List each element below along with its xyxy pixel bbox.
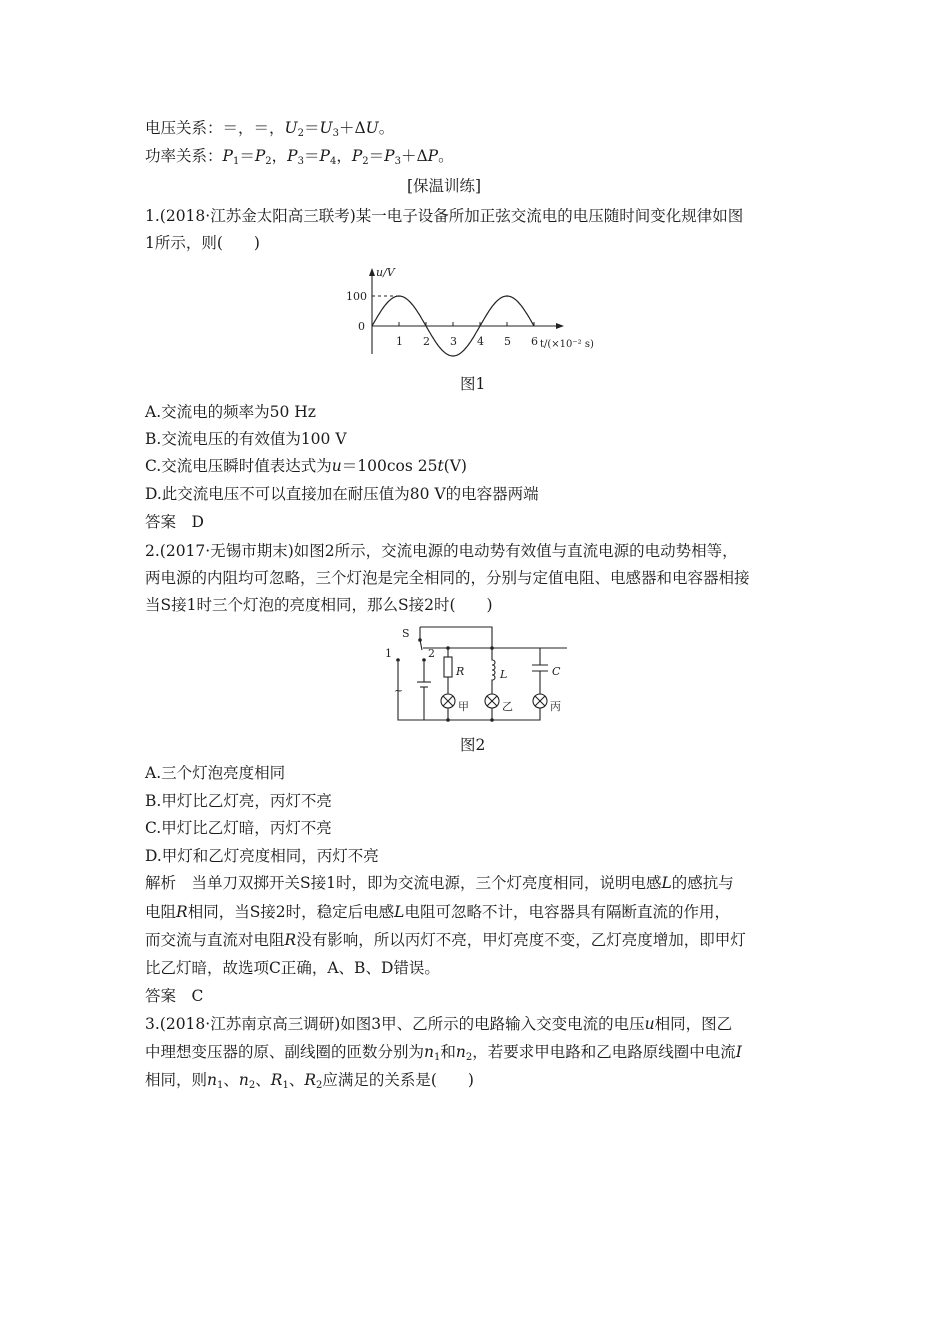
y-axis-label: u/V — [376, 266, 395, 279]
top-wire — [420, 627, 492, 648]
switch-pos2: 2 — [428, 647, 435, 660]
x-axis-label: t/(×10⁻² s) — [540, 339, 594, 350]
q2-explanation-line2: 电阻R相同，当S接2时，稳定后电感L电阻可忽略不计，电容器具有隔断直流的作用， — [145, 903, 730, 921]
q2-option-b: B.甲灯比乙灯亮，丙灯不亮 — [145, 792, 332, 810]
resistor — [444, 657, 452, 677]
q3-stem-line2: 中理想变压器的原、副线圈的匝数分别为$n_1$和$n_2$，若要求甲电路和乙电路原线圈中电流I — [145, 1043, 742, 1063]
lamp1-label: 甲 — [458, 700, 469, 713]
q1-option-d: D.此交流电压不可以直接加在耐压值为80 V的电容器两端 — [145, 485, 539, 503]
ac-branch-wire — [398, 662, 494, 720]
section-title: [保温训练] — [407, 177, 482, 195]
lamp2-label: 乙 — [502, 700, 513, 713]
c-label: C — [552, 665, 561, 678]
q2-option-c: C.甲灯比乙灯暗，丙灯不亮 — [145, 819, 332, 837]
q2-stem-line2: 两电源的内阻均可忽略，三个灯泡是完全相同的，分别与定值电阻、电感器和电容器相接 — [145, 569, 750, 587]
y-axis-arrow — [369, 268, 375, 276]
r-label: R — [456, 665, 465, 678]
x-tick-label: 6 — [531, 335, 538, 348]
figure1-caption: 图1 — [460, 375, 486, 393]
q1-option-b: B.交流电压的有效值为100 V — [145, 430, 347, 448]
q2-option-a: A.三个灯泡亮度相同 — [145, 764, 286, 782]
x-tick-label: 3 — [450, 335, 457, 348]
x-axis-arrow — [556, 323, 564, 329]
q2-explanation-line3: 而交流与直流对电阻R没有影响，所以丙灯不亮，甲灯亮度不变，乙灯亮度增加，即甲灯 — [145, 931, 746, 949]
q3-stem-line3: 相同，则$n_1$、$n_2$、$R_1$、$R_2$应满足的关系是( ) — [145, 1071, 474, 1091]
l-label: L — [500, 668, 508, 681]
power-relation: 功率关系：$P_1=P_2$，$P_3=P_4$，$P_2=P_3+\Delta P$。 — [145, 147, 454, 167]
q2-option-d: D.甲灯和乙灯亮度相同，丙灯不亮 — [145, 847, 379, 865]
q2-answer: 答案 C — [145, 987, 204, 1005]
voltage-relation: 电压关系：＝，＝，$U_2=U_3+\Delta U$。 — [145, 119, 395, 139]
y-tick-label: 0 — [358, 320, 365, 333]
q1-option-c: C.交流电压瞬时值表达式为u＝100cos 25t(V) — [145, 457, 467, 475]
q2-explanation-line4: 比乙灯暗，故选项C正确，A、B、D错误。 — [145, 959, 440, 977]
q2-explanation-line1: 解析 当单刀双掷开关S接1时，即为交流电源，三个灯亮度相同，说明电感L的感抗与 — [145, 874, 734, 892]
figure2-caption: 图2 — [460, 736, 486, 754]
x-tick-label: 1 — [396, 335, 403, 348]
figure2-circuit — [380, 620, 580, 730]
y-tick-label: 100 — [346, 290, 367, 303]
x-tick-label: 4 — [477, 335, 484, 348]
inductor — [492, 648, 495, 720]
lamp3-label: 丙 — [550, 700, 561, 713]
x-tick-label: 5 — [504, 335, 511, 348]
switch-pos1: 1 — [385, 647, 392, 660]
q2-stem-line3: 当S接1时三个灯泡的亮度相同，那么S接2时( ) — [145, 596, 493, 614]
q1-option-a: A.交流电的频率为50 Hz — [145, 403, 316, 421]
q1-answer: 答案 D — [145, 513, 204, 531]
q1-stem-line2: 1所示，则( ) — [145, 234, 260, 252]
q2-stem-line1: 2.(2017·无锡市期末)如图2所示，交流电源的电动势有效值与直流电源的电动势相等， — [145, 542, 738, 560]
q1-stem-line1: 1.(2018·江苏金太阳高三联考)某一电子设备所加正弦交流电的电压随时间变化规律如图 — [145, 207, 744, 225]
ac-symbol: ~ — [394, 684, 404, 697]
q3-stem-line1: 3.(2018·江苏南京高三调研)如图3甲、乙所示的电路输入交变电流的电压u相同，图乙 — [145, 1015, 733, 1033]
switch-label: S — [402, 627, 410, 640]
x-tick-label: 2 — [423, 335, 430, 348]
